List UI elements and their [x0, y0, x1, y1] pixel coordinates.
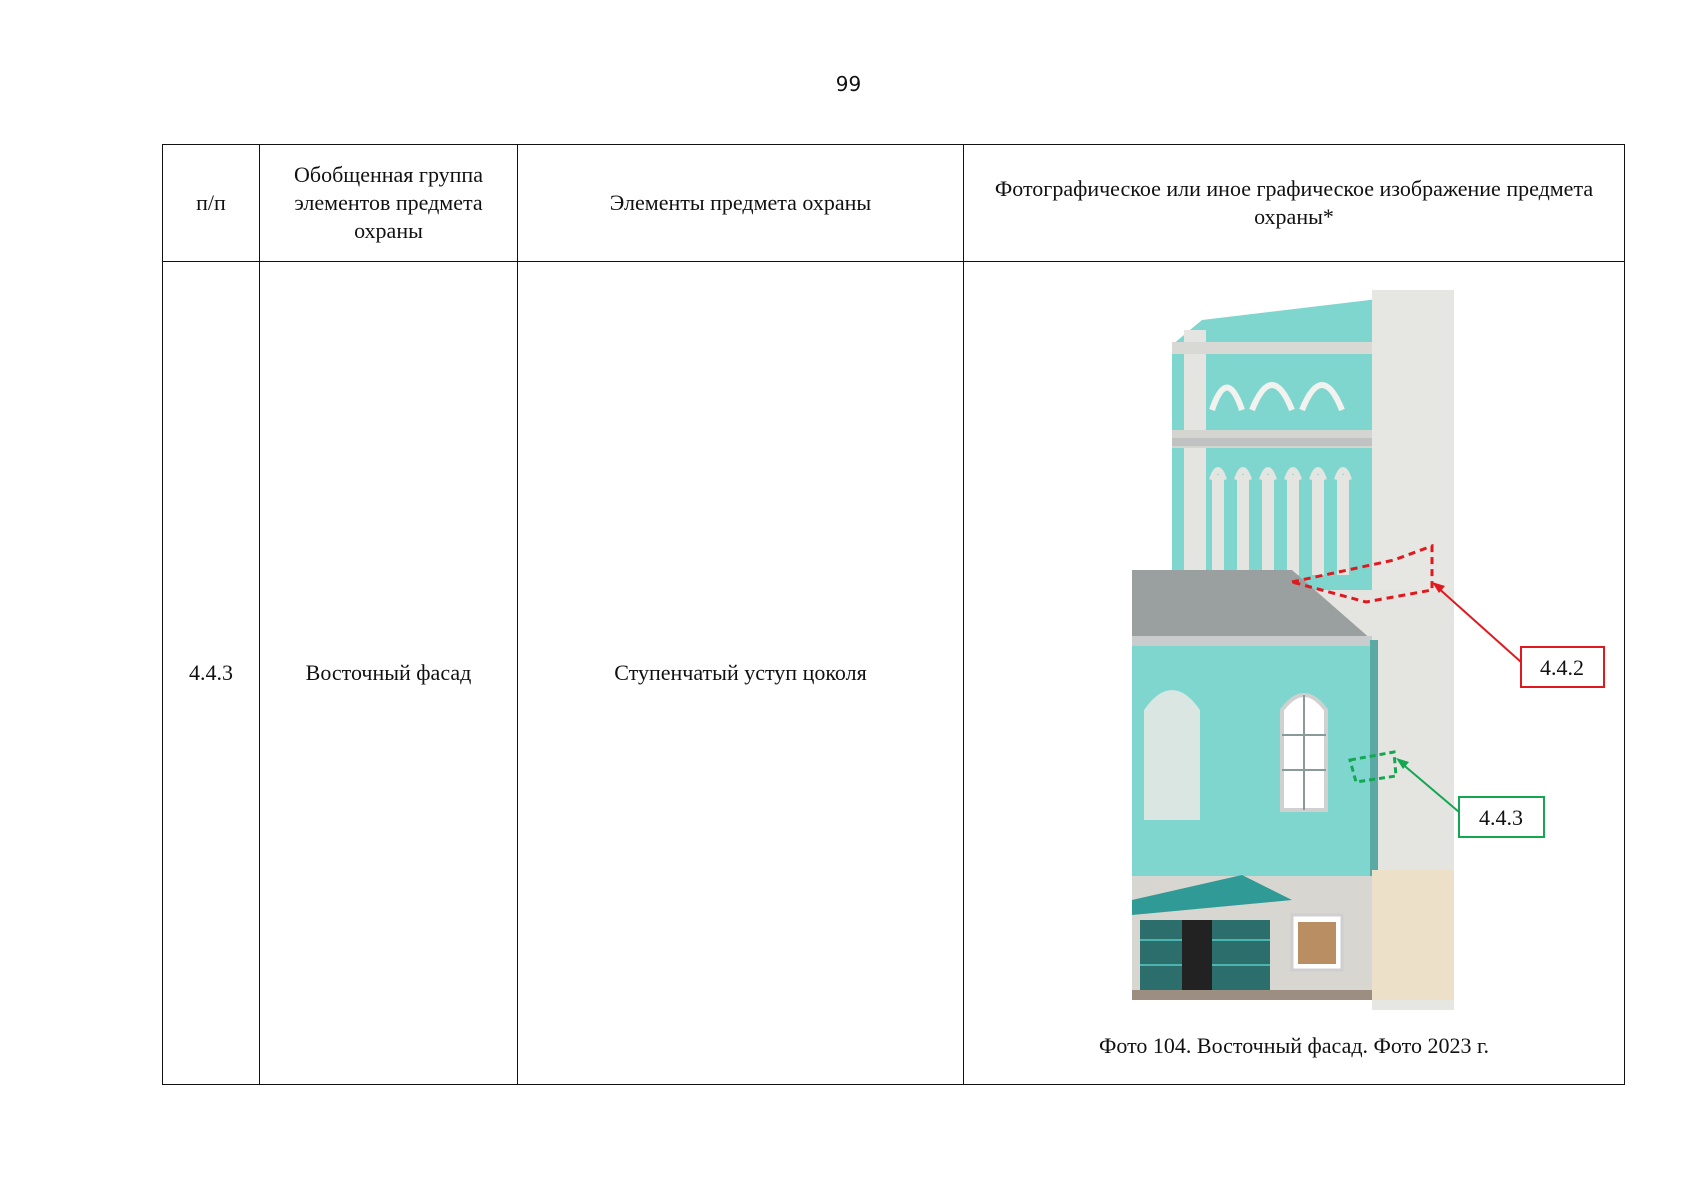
header-elements: Элементы предмета охраны	[518, 145, 964, 262]
photo-caption: Фото 104. Восточный фасад. Фото 2023 г.	[1098, 1033, 1490, 1058]
cell-photo	[964, 262, 1625, 1085]
header-group: Обобщенная группа элементов предмета охраны	[260, 145, 518, 262]
callout-4-4-2	[1521, 647, 1604, 687]
page-number: 99	[835, 72, 862, 96]
table-header-row	[163, 145, 1625, 262]
table-row	[163, 262, 1625, 1085]
cell-element: Ступенчатый уступ цоколя	[518, 262, 964, 1085]
callout-label-4-4-3: 4.4.3	[1479, 805, 1523, 830]
protection-table	[162, 144, 1625, 1085]
facade-photo	[1132, 290, 1612, 1000]
callout-4-4-3	[1459, 797, 1544, 837]
cell-group: Восточный фасад	[260, 262, 518, 1085]
header-number: п/п	[163, 145, 260, 262]
header-photo: Фотографическое или иное графическое изображение предмета охраны*	[964, 145, 1625, 262]
callout-label-4-4-2: 4.4.2	[1540, 655, 1584, 680]
cell-number: 4.4.3	[163, 262, 260, 1085]
